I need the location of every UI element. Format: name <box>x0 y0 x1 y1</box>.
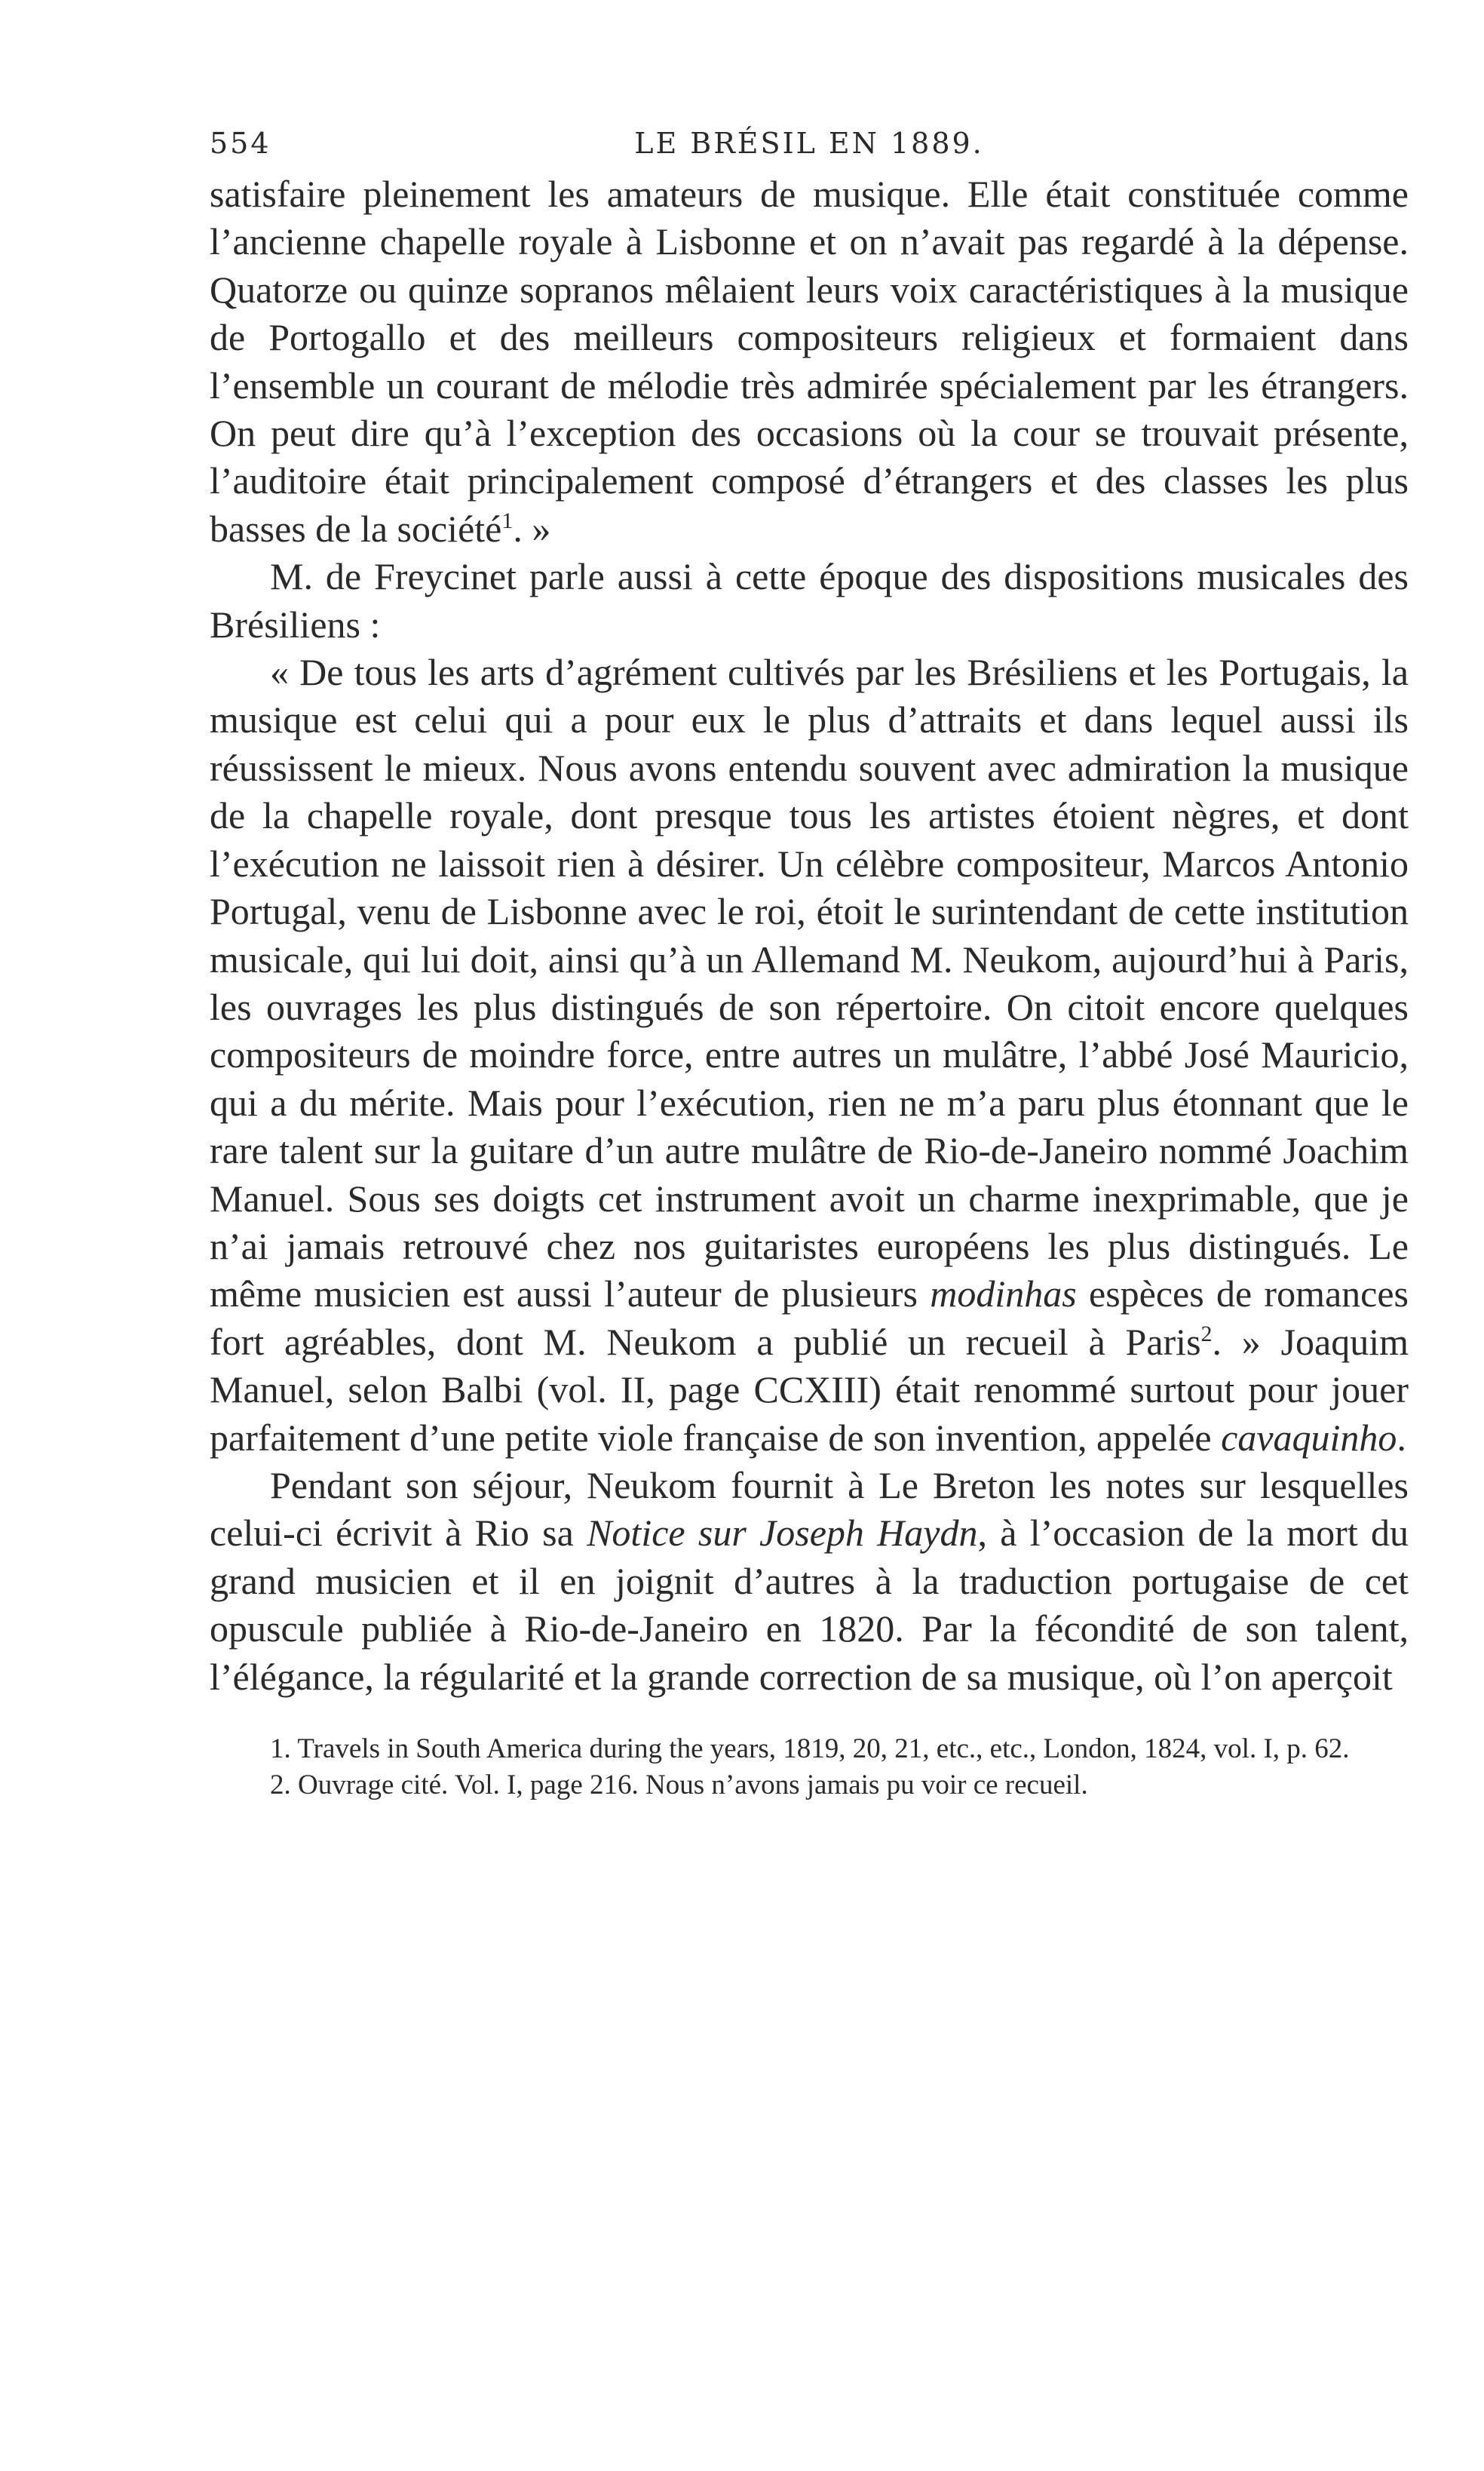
paragraph-4-start: Pendant son séjour, Neukom fournit à Le Breton les notes sur lesquelles celui-ci écrivit à Rio sa <box>210 1463 1409 1555</box>
paragraph-2 <box>210 553 1409 649</box>
paragraph-1-text: satisfaire pleinement les amateurs de musique. Elle était constituée comme l’ancienne chapelle royale à Lisbonne et on n’avait pas regardé à la dépense. Quatorze ou quinze sopranos mêlaient leurs voix caractéristiques à la musique de Portogallo et des meilleurs compositeurs religieux et formaient dans l’ensemble un courant de mélodie très admirée spécialement par les étrangers. On peut dire qu’à l’exception des occasions où la cour se trouvait présente, l’auditoire était principalement composé d’étrangers et des classes les plus basses de la société <box>210 173 1409 550</box>
paragraph-4-rest: , à l’occasion de la mort du grand musicien et il en joignit d’autres à la traduction portugaise de cet opuscule publiée à Rio-de-Janeiro en 1820. Par la fécondité de son talent, l’élégance, la régularité et la grande correction de sa musique, où l’on aperçoit <box>210 1512 1409 1698</box>
page <box>210 113 1409 2376</box>
footnote-ref-1: 1 <box>501 508 514 533</box>
running-header <box>210 113 1409 166</box>
italic-notice-title: Notice sur Joseph Haydn <box>587 1512 978 1555</box>
paragraph-1-end: . » <box>513 507 551 550</box>
paragraph-3-after: . » Joaquim Manuel, selon Balbi (vol. II, page CCXIII) était renommé surtout pour jouer parfaitement d’une petite viole française de son invention, appelée <box>210 1320 1409 1459</box>
page-number: 554 <box>210 127 271 160</box>
paragraph-3-end: . <box>1397 1416 1406 1459</box>
footnote-ref-2: 2 <box>1200 1321 1213 1346</box>
paragraph-3-text: « De tous les arts d’agrément cultivés par les Brésiliens et les Portugais, la musique est celui qui a pour eux le plus d’attraits et dans lequel aussi ils réussissent le mieux. Nous avons entendu souvent avec admiration la musique de la chapelle royale, dont presque tous les artistes étoient nègres, et dont l’exécution ne laissoit rien à désirer. Un célèbre compositeur, Marcos Antonio Portugal, venu de Lisbonne avec le roi, étoit le surintendant de cette institution musicale, qui lui doit, ainsi qu’à un Allemand M. Neukom, aujourd’hui à Paris, les ouvrages les plus distingués de son répertoire. On citoit encore quelques compositeurs de moindre force, entre autres un mulâtre, l’abbé José Mauricio, qui a du mérite. Mais pour l’exécution, rien ne m’a paru plus étonnant que le rare talent sur la guitare d’un autre mulâtre de Rio-de-Janeiro nommé Joachim Manuel. Sous ses doigts cet instrument avoit un charme inexprimable, que je n’ai jamais retrouvé chez nos guitaristes européens les plus distingués. Le même musicien est aussi l’auteur de plusieurs <box>210 651 1409 1315</box>
main-text <box>210 170 1409 1701</box>
footnotes <box>210 1731 1409 1803</box>
paragraph-2-text: M. de Freycinet parle aussi à cette époque des dispositions musicales des Brésiliens : <box>210 555 1409 646</box>
italic-modinhas: modinhas <box>930 1272 1077 1315</box>
paragraph-3-mid: espèces de romances fort agréables, dont M. Neukom a publié un recueil à Paris <box>210 1272 1409 1363</box>
footnote-1: 1. Travels in South America during the years, 1819, 20, 21, etc., etc., London, 1824, vol. I, p. 62. <box>270 1733 1350 1764</box>
paragraph-1 <box>210 170 1409 553</box>
paragraph-3 <box>210 649 1409 1462</box>
italic-cavaquinho: cavaquinho <box>1221 1416 1397 1459</box>
paragraph-4 <box>210 1462 1409 1701</box>
running-title: LE BRÉSIL EN 1889. <box>634 127 984 160</box>
footnote-2: 2. Ouvrage cité. Vol. I, page 216. Nous n’avons jamais pu voir ce recueil. <box>270 1770 1088 1800</box>
